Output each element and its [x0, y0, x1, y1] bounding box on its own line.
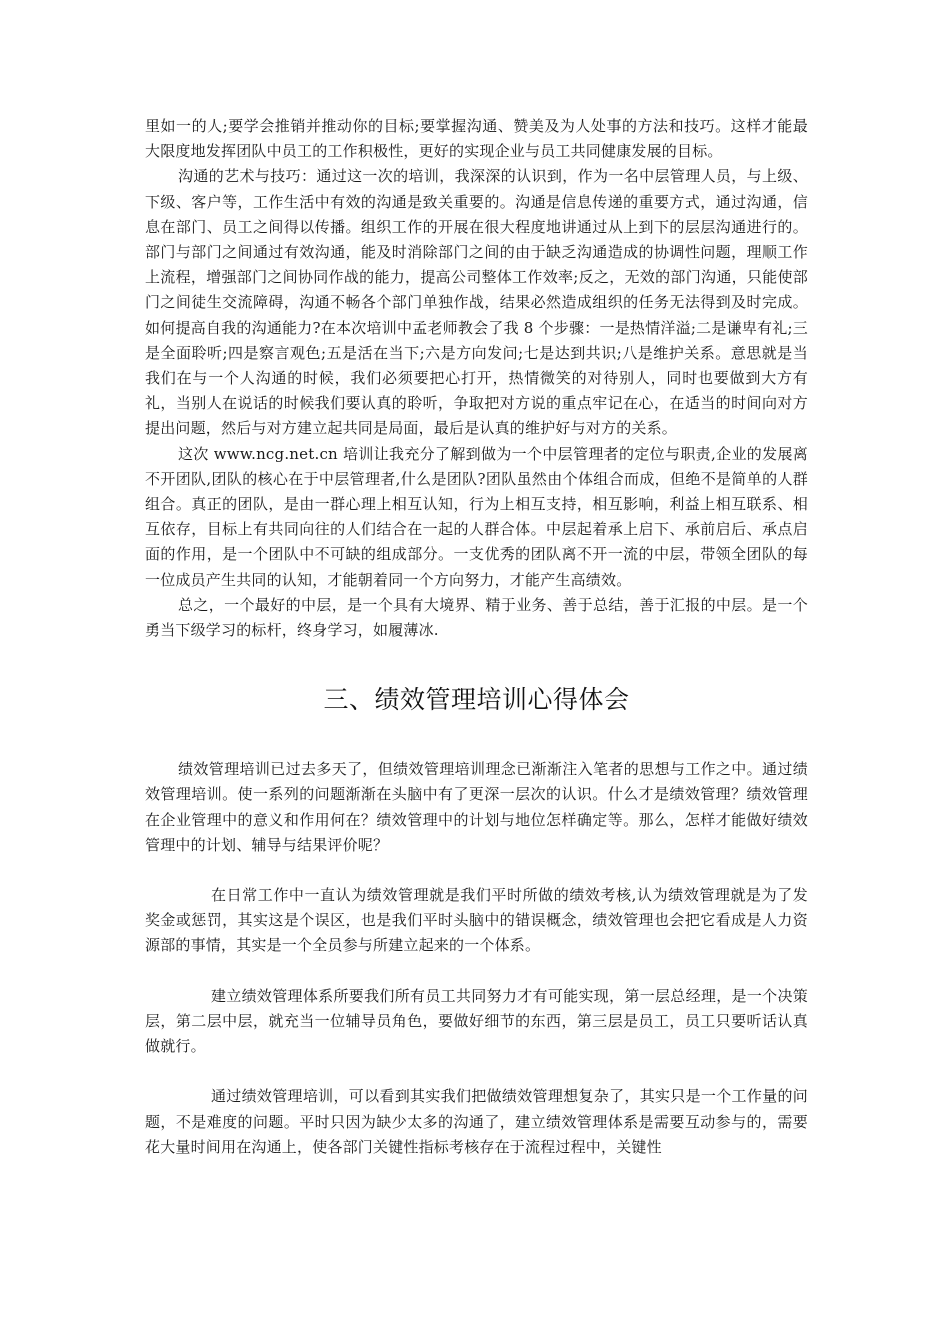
document-body: [145, 114, 808, 1160]
paragraph: 建立绩效管理体系所要我们所有员工共同努力才有可能实现，第一层总经理，是一个决策层，第二层中层，就充当一位辅导员角色，要做好细节的东西，第三层是员工，员工只要听话认真做就行。: [145, 986, 808, 1056]
paragraph: 里如一的人;要学会推销并推动你的目标;要掌握沟通、赞美及为人处事的方法和技巧。这样才能最大限度地发挥团队中员工的工作积极性，更好的实现企业与员工共同健康发展的目标。: [145, 117, 808, 161]
paragraph: 沟通的艺术与技巧：通过这一次的培训，我深深的认识到，作为一名中层管理人员，与上级、下级、客户等，工作生活中有效的沟通是致关重要的。沟通是信息传递的重要方式，通过沟通，信息在部门、员工之间得以传播。组织工作的开展在很大程度地讲通过从上到下的层层沟通进行的。部门与部门之间通过有效沟通，能及时消除部门之间的由于缺乏沟通造成的协调性问题，理顺工作上流程，增强部门之间协同作战的能力，提高公司整体工作效率;反之，无效的部门沟通，只能使部门之间徒生交流障碍，沟通不畅各个部门单独作战，结果必然造成组织的任务无法得到及时完成。如何提高自我的沟通能力?在本次培训中孟老师教会了我 8 个步骤：一是热情洋溢;二是谦卑有礼;三是全面聆听;四是察言观色;五是活在当下;六是方向发问;七是达到共识;八是维护关系。意思就是当我们在与一个人沟通的时候，我们必须要把心打开，热情微笑的对待别人，同时也要做到大方有礼，当别人在说话的时候我们要认真的聆听，争取把对方说的重点牢记在心，在适当的时间向对方提出问题，然后与对方建立起共同是局面，最后是认真的维护好与对方的关系。: [145, 167, 808, 438]
paragraph: 在日常工作中一直认为绩效管理就是我们平时所做的绩效考核,认为绩效管理就是为了发奖金或惩罚，其实这是个误区，也是我们平时头脑中的错误概念，绩效管理也会把它看成是人力资源部的事情，其实是一个全员参与所建立起来的一个体系。: [145, 886, 808, 955]
paragraph: 通过绩效管理培训，可以看到其实我们把做绩效管理想复杂了，其实只是一个工作量的问题，不是难度的问题。平时只因为缺少太多的沟通了，建立绩效管理体系是需要互动参与的，需要花大量时间用在沟通上，使各部门关键性指标考核存在于流程过程中，关键性: [145, 1087, 808, 1156]
paragraph: 绩效管理培训已过去多天了，但绩效管理培训理念已渐渐注入笔者的思想与工作之中。通过绩效管理培训。使一系列的问题渐渐在头脑中有了更深一层次的认识。什么才是绩效管理？绩效管理在企业管理中的意义和作用何在？绩效管理中的计划与地位怎样确定等。那么，怎样才能做好绩效管理中的计划、辅导与结果评价呢？: [145, 760, 808, 854]
paragraph: 总之，一个最好的中层，是一个具有大境界、精于业务、善于总结，善于汇报的中层。是一个勇当下级学习的标杆，终身学习，如履薄冰.: [145, 595, 808, 640]
section-heading: 三、绩效管理培训心得体会: [323, 685, 630, 715]
paragraph: 这次 www.ncg.net.cn 培训让我充分了解到做为一个中层管理者的定位与职责,企业的发展离不开团队,团队的核心在于中层管理者,什么是团队?团队虽然由个体组合而成，但绝不是简单的人群组合。真正的团队，是由一群心理上相互认知，行为上相互支持，相互影响，利益上相互联系、相互依存，目标上有共同向往的人们结合在一起的人群合体。中层起着承上启下、承前启后、承点启面的作用，是一个团队中不可缺的组成部分。一支优秀的团队离不开一流的中层，带领全团队的每一位成员产生共同的认知，才能朝着同一个方向努力，才能产生高绩效。: [145, 444, 808, 589]
